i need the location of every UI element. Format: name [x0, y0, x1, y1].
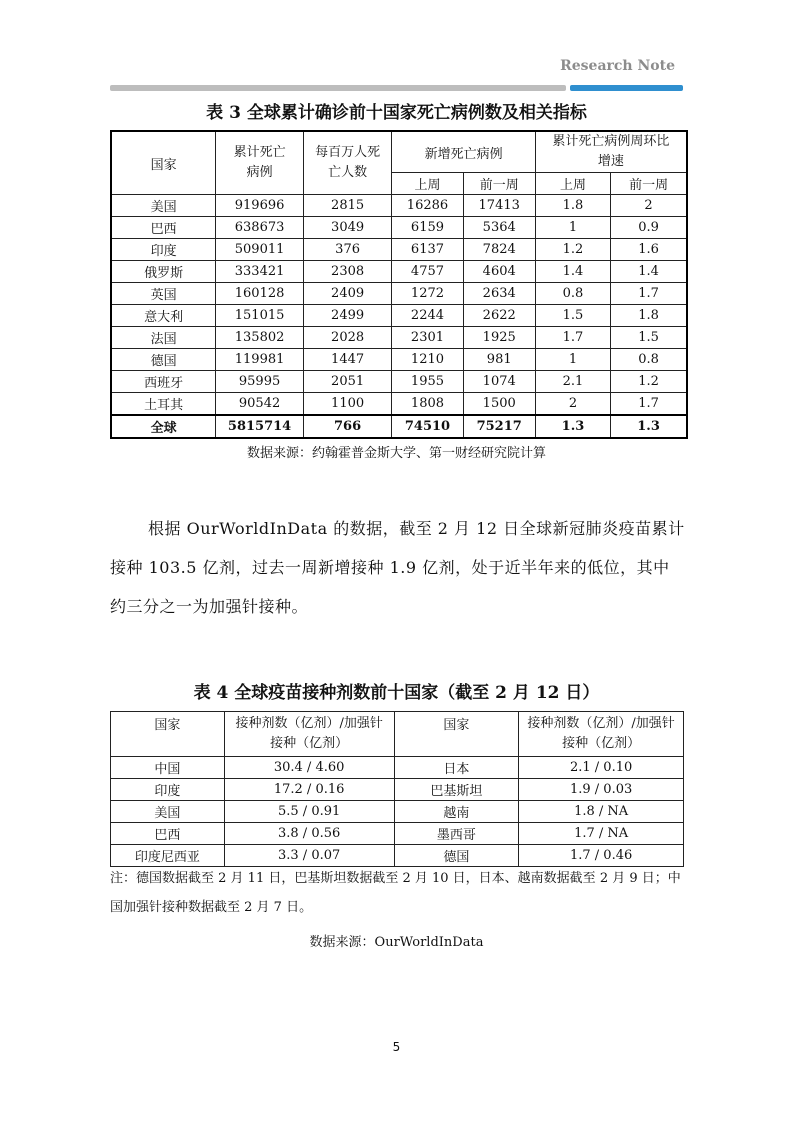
table3-header-country: 国家	[111, 131, 216, 195]
cell: 376	[303, 239, 392, 261]
header-bar-gray	[110, 85, 566, 91]
table3-header-last-week-growth: 上周	[535, 173, 610, 195]
cell: 7824	[463, 239, 535, 261]
cell: 美国	[111, 801, 225, 823]
table3-source: 数据来源：约翰霍普金斯大学、第一财经研究院计算	[246, 446, 546, 461]
cell: 74510	[392, 415, 463, 438]
table3-header-last-week: 上周	[392, 173, 463, 195]
cell: 3.8 / 0.56	[224, 823, 394, 845]
cell: 日本	[394, 757, 519, 779]
cell: 30.4 / 4.60	[224, 757, 394, 779]
cell: 意大利	[111, 305, 216, 327]
cell: 3.3 / 0.07	[224, 845, 394, 867]
table4-header-doses-2: 接种剂数（亿剂）/加强针接种（亿剂）	[519, 712, 684, 757]
table-row	[111, 305, 687, 327]
cell: 1.3	[611, 415, 687, 438]
cell: 1.9 / 0.03	[519, 779, 684, 801]
cell: 巴西	[111, 217, 216, 239]
table-row	[111, 801, 684, 823]
cell: 1.8	[535, 195, 610, 217]
cell: 1.8	[611, 305, 687, 327]
table3-total-row	[111, 415, 687, 438]
cell: 4757	[392, 261, 463, 283]
cell: 土耳其	[111, 393, 216, 416]
cell: 333421	[216, 261, 304, 283]
cell: 3049	[303, 217, 392, 239]
cell: 德国	[394, 845, 519, 867]
cell: 1.4	[535, 261, 610, 283]
cell: 巴基斯坦	[394, 779, 519, 801]
cell: 509011	[216, 239, 304, 261]
cell: 2.1 / 0.10	[519, 757, 684, 779]
table-row	[111, 195, 687, 217]
cell: 德国	[111, 349, 216, 371]
table-row	[111, 349, 687, 371]
table4-note: 注：德国数据截至 2 月 11 日，巴基斯坦数据截至 2 月 10 日，日本、越南数据截至 2 月 9 日；中国加强针接种数据截至 2 月 7 日。	[110, 871, 681, 915]
cell: 1	[535, 217, 610, 239]
table3	[110, 130, 688, 439]
cell: 1.7	[611, 393, 687, 416]
cell: 1447	[303, 349, 392, 371]
cell: 1.8 / NA	[519, 801, 684, 823]
cell: 2244	[392, 305, 463, 327]
cell: 法国	[111, 327, 216, 349]
cell: 2028	[303, 327, 392, 349]
cell: 1925	[463, 327, 535, 349]
cell: 4604	[463, 261, 535, 283]
cell: 印度尼西亚	[111, 845, 225, 867]
cell: 1074	[463, 371, 535, 393]
cell: 16286	[392, 195, 463, 217]
cell: 越南	[394, 801, 519, 823]
table-row	[111, 283, 687, 305]
cell: 0.8	[611, 349, 687, 371]
cell: 2622	[463, 305, 535, 327]
cell: 1.6	[611, 239, 687, 261]
table4-header-country-2: 国家	[394, 712, 519, 757]
table4-header-doses: 接种剂数（亿剂）/加强针接种（亿剂）	[224, 712, 394, 757]
cell: 5.5 / 0.91	[224, 801, 394, 823]
cell: 135802	[216, 327, 304, 349]
table-row	[111, 371, 687, 393]
cell: 1272	[392, 283, 463, 305]
table3-header-prev-week-growth: 前一周	[611, 173, 687, 195]
table3-header-row	[111, 131, 687, 173]
table3-header-growth: 累计死亡病例周环比增速	[535, 131, 687, 173]
cell: 17.2 / 0.16	[224, 779, 394, 801]
table4	[110, 711, 684, 867]
cell: 巴西	[111, 823, 225, 845]
cell: 1	[535, 349, 610, 371]
cell: 俄罗斯	[111, 261, 216, 283]
cell: 0.9	[611, 217, 687, 239]
cell: 西班牙	[111, 371, 216, 393]
cell: 1.7	[611, 283, 687, 305]
table4-header-row	[111, 712, 684, 757]
cell: 5815714	[216, 415, 304, 438]
cell: 美国	[111, 195, 216, 217]
cell: 1.2	[611, 371, 687, 393]
table3-title: 表 3 全球累计确诊前十国家死亡病例数及相关指标	[206, 103, 587, 123]
cell: 1.5	[535, 305, 610, 327]
cell: 119981	[216, 349, 304, 371]
cell: 90542	[216, 393, 304, 416]
table-row	[111, 779, 684, 801]
cell: 17413	[463, 195, 535, 217]
table-row	[111, 393, 687, 416]
table-row	[111, 757, 684, 779]
table3-header-new-deaths: 新增死亡病例	[392, 131, 535, 173]
cell: 151015	[216, 305, 304, 327]
cell: 95995	[216, 371, 304, 393]
cell: 766	[303, 415, 392, 438]
cell: 981	[463, 349, 535, 371]
body-paragraph: 根据 OurWorldInData 的数据，截至 2 月 12 日全球新冠肺炎疫苗累计接种 103.5 亿剂，过去一周新增接种 1.9 亿剂，处于近半年来的低位，其中约三分之一为加强针接种。	[110, 519, 685, 616]
table3-header-cum-deaths: 累计死亡病例	[216, 131, 304, 195]
cell: 英国	[111, 283, 216, 305]
cell: 全球	[111, 415, 216, 438]
cell: 印度	[111, 779, 225, 801]
header-label: Research Note	[560, 58, 675, 74]
table4-header-country: 国家	[111, 712, 225, 757]
cell: 1.7	[535, 327, 610, 349]
table-row	[111, 239, 687, 261]
cell: 1210	[392, 349, 463, 371]
cell: 2.1	[535, 371, 610, 393]
table-row	[111, 261, 687, 283]
cell: 1.2	[535, 239, 610, 261]
cell: 2499	[303, 305, 392, 327]
cell: 墨西哥	[394, 823, 519, 845]
cell: 160128	[216, 283, 304, 305]
cell: 1.7 / 0.46	[519, 845, 684, 867]
cell: 0.8	[535, 283, 610, 305]
table4-title: 表 4 全球疫苗接种剂数前十国家（截至 2 月 12 日）	[193, 683, 600, 703]
cell: 1.7 / NA	[519, 823, 684, 845]
cell: 2409	[303, 283, 392, 305]
table-row	[111, 217, 687, 239]
cell: 2308	[303, 261, 392, 283]
cell: 919696	[216, 195, 304, 217]
cell: 1.4	[611, 261, 687, 283]
cell: 75217	[463, 415, 535, 438]
cell: 1500	[463, 393, 535, 416]
cell: 1100	[303, 393, 392, 416]
cell: 2634	[463, 283, 535, 305]
table3-header-prev-week: 前一周	[463, 173, 535, 195]
page-number: 5	[392, 1040, 401, 1054]
cell: 1.5	[611, 327, 687, 349]
cell: 638673	[216, 217, 304, 239]
cell: 2	[611, 195, 687, 217]
cell: 2301	[392, 327, 463, 349]
table-row	[111, 823, 684, 845]
cell: 2815	[303, 195, 392, 217]
cell: 印度	[111, 239, 216, 261]
table4-source: 数据来源：OurWorldInData	[309, 935, 484, 950]
cell: 2	[535, 393, 610, 416]
cell: 1955	[392, 371, 463, 393]
header-bar-blue	[570, 85, 683, 91]
cell: 1808	[392, 393, 463, 416]
cell: 2051	[303, 371, 392, 393]
cell: 6137	[392, 239, 463, 261]
cell: 1.3	[535, 415, 610, 438]
cell: 6159	[392, 217, 463, 239]
cell: 中国	[111, 757, 225, 779]
table-row	[111, 327, 687, 349]
cell: 5364	[463, 217, 535, 239]
table3-header-per-million: 每百万人死亡人数	[303, 131, 392, 195]
